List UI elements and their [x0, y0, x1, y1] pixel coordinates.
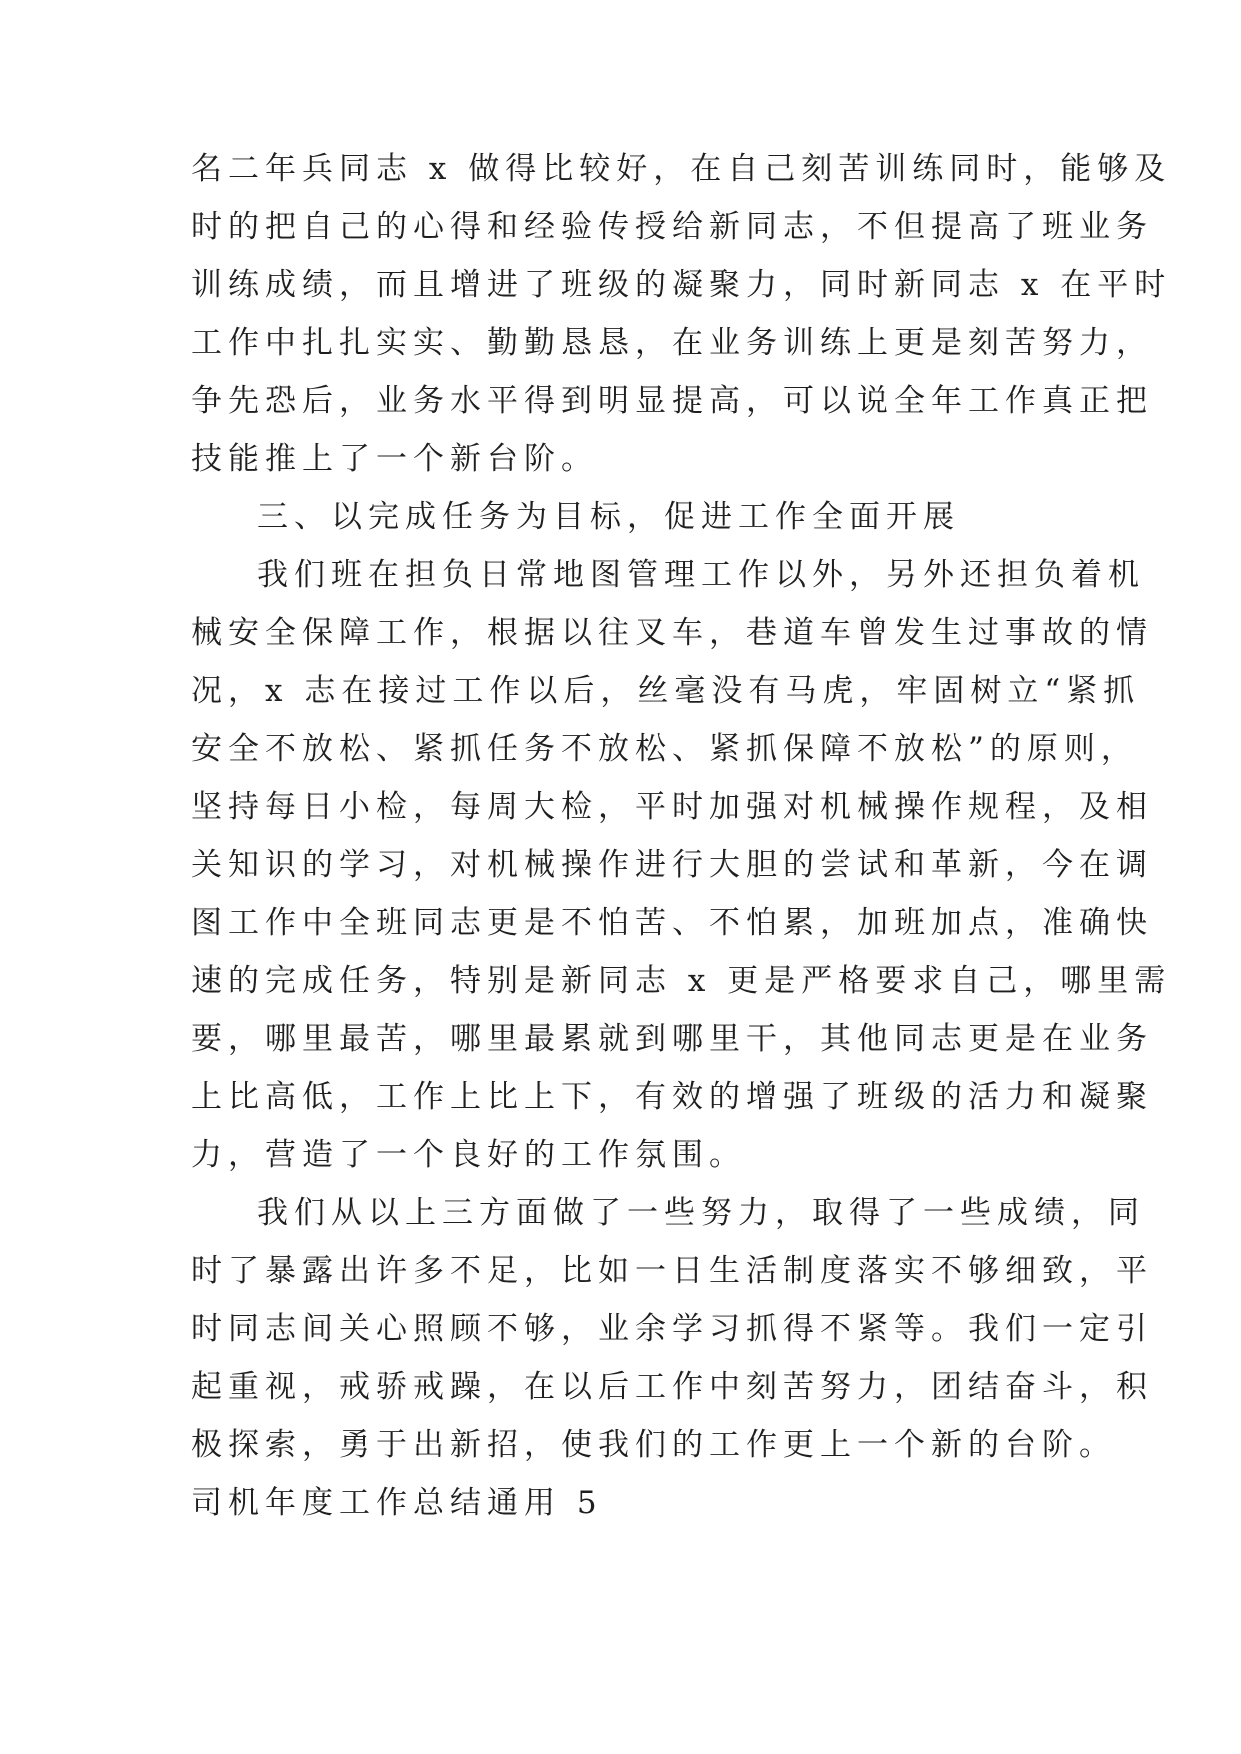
paragraph-line: 争先恐后，业务水平得到明显提高，可以说全年工作真正把 — [191, 383, 1153, 419]
paragraph-line: 时了暴露出许多不足，比如一日生活制度落实不够细致，平 — [191, 1253, 1153, 1289]
paragraph-line: 械安全保障工作，根据以往叉车，巷道车曾发生过事故的情 — [191, 615, 1153, 651]
paragraph-line: 技能推上了一个新台阶。 — [191, 441, 598, 477]
paragraph-line: 训练成绩，而且增进了班级的凝聚力，同时新同志 x 在平时 — [191, 267, 1172, 303]
paragraph-line: 名二年兵同志 x 做得比较好，在自己刻苦训练同时，能够及 — [191, 151, 1172, 187]
paragraph-line: 力，营造了一个良好的工作氛围。 — [191, 1137, 746, 1173]
paragraph-line: 上比高低，工作上比上下，有效的增强了班级的活力和凝聚 — [191, 1079, 1153, 1115]
section-heading: 三、以完成任务为目标，促进工作全面开展 — [257, 499, 960, 535]
paragraph-line: 极探索，勇于出新招，使我们的工作更上一个新的台阶。 — [191, 1427, 1116, 1463]
paragraph-line: 要，哪里最苦，哪里最累就到哪里干，其他同志更是在业务 — [191, 1021, 1153, 1057]
paragraph-line: 时同志间关心照顾不够，业余学习抓得不紧等。我们一定引 — [191, 1311, 1153, 1347]
paragraph-line: 我们从以上三方面做了一些努力，取得了一些成绩，同 — [257, 1195, 1145, 1231]
paragraph-line: 图工作中全班同志更是不怕苦、不怕累，加班加点，准确快 — [191, 905, 1153, 941]
paragraph-line: 时的把自己的心得和经验传授给新同志，不但提高了班业务 — [191, 209, 1153, 245]
paragraph-line: 起重视，戒骄戒躁，在以后工作中刻苦努力，团结奋斗，积 — [191, 1369, 1153, 1405]
paragraph-line: 工作中扎扎实实、勤勤恳恳，在业务训练上更是刻苦努力， — [191, 325, 1153, 361]
paragraph-line: 关知识的学习，对机械操作进行大胆的尝试和革新，今在调 — [191, 847, 1153, 883]
paragraph-line: 安全不放松、紧抓任务不放松、紧抓保障不放松”的原则， — [191, 731, 1138, 767]
paragraph-line: 速的完成任务，特别是新同志 x 更是严格要求自己，哪里需 — [191, 963, 1172, 999]
paragraph-line: 我们班在担负日常地图管理工作以外，另外还担负着机 — [257, 557, 1145, 593]
paragraph-line: 况，x 志在接过工作以后，丝毫没有马虎，牢固树立“紧抓 — [191, 673, 1141, 709]
document-title: 司机年度工作总结通用 5 — [191, 1485, 603, 1521]
paragraph-line: 坚持每日小检，每周大检，平时加强对机械操作规程，及相 — [191, 789, 1153, 825]
